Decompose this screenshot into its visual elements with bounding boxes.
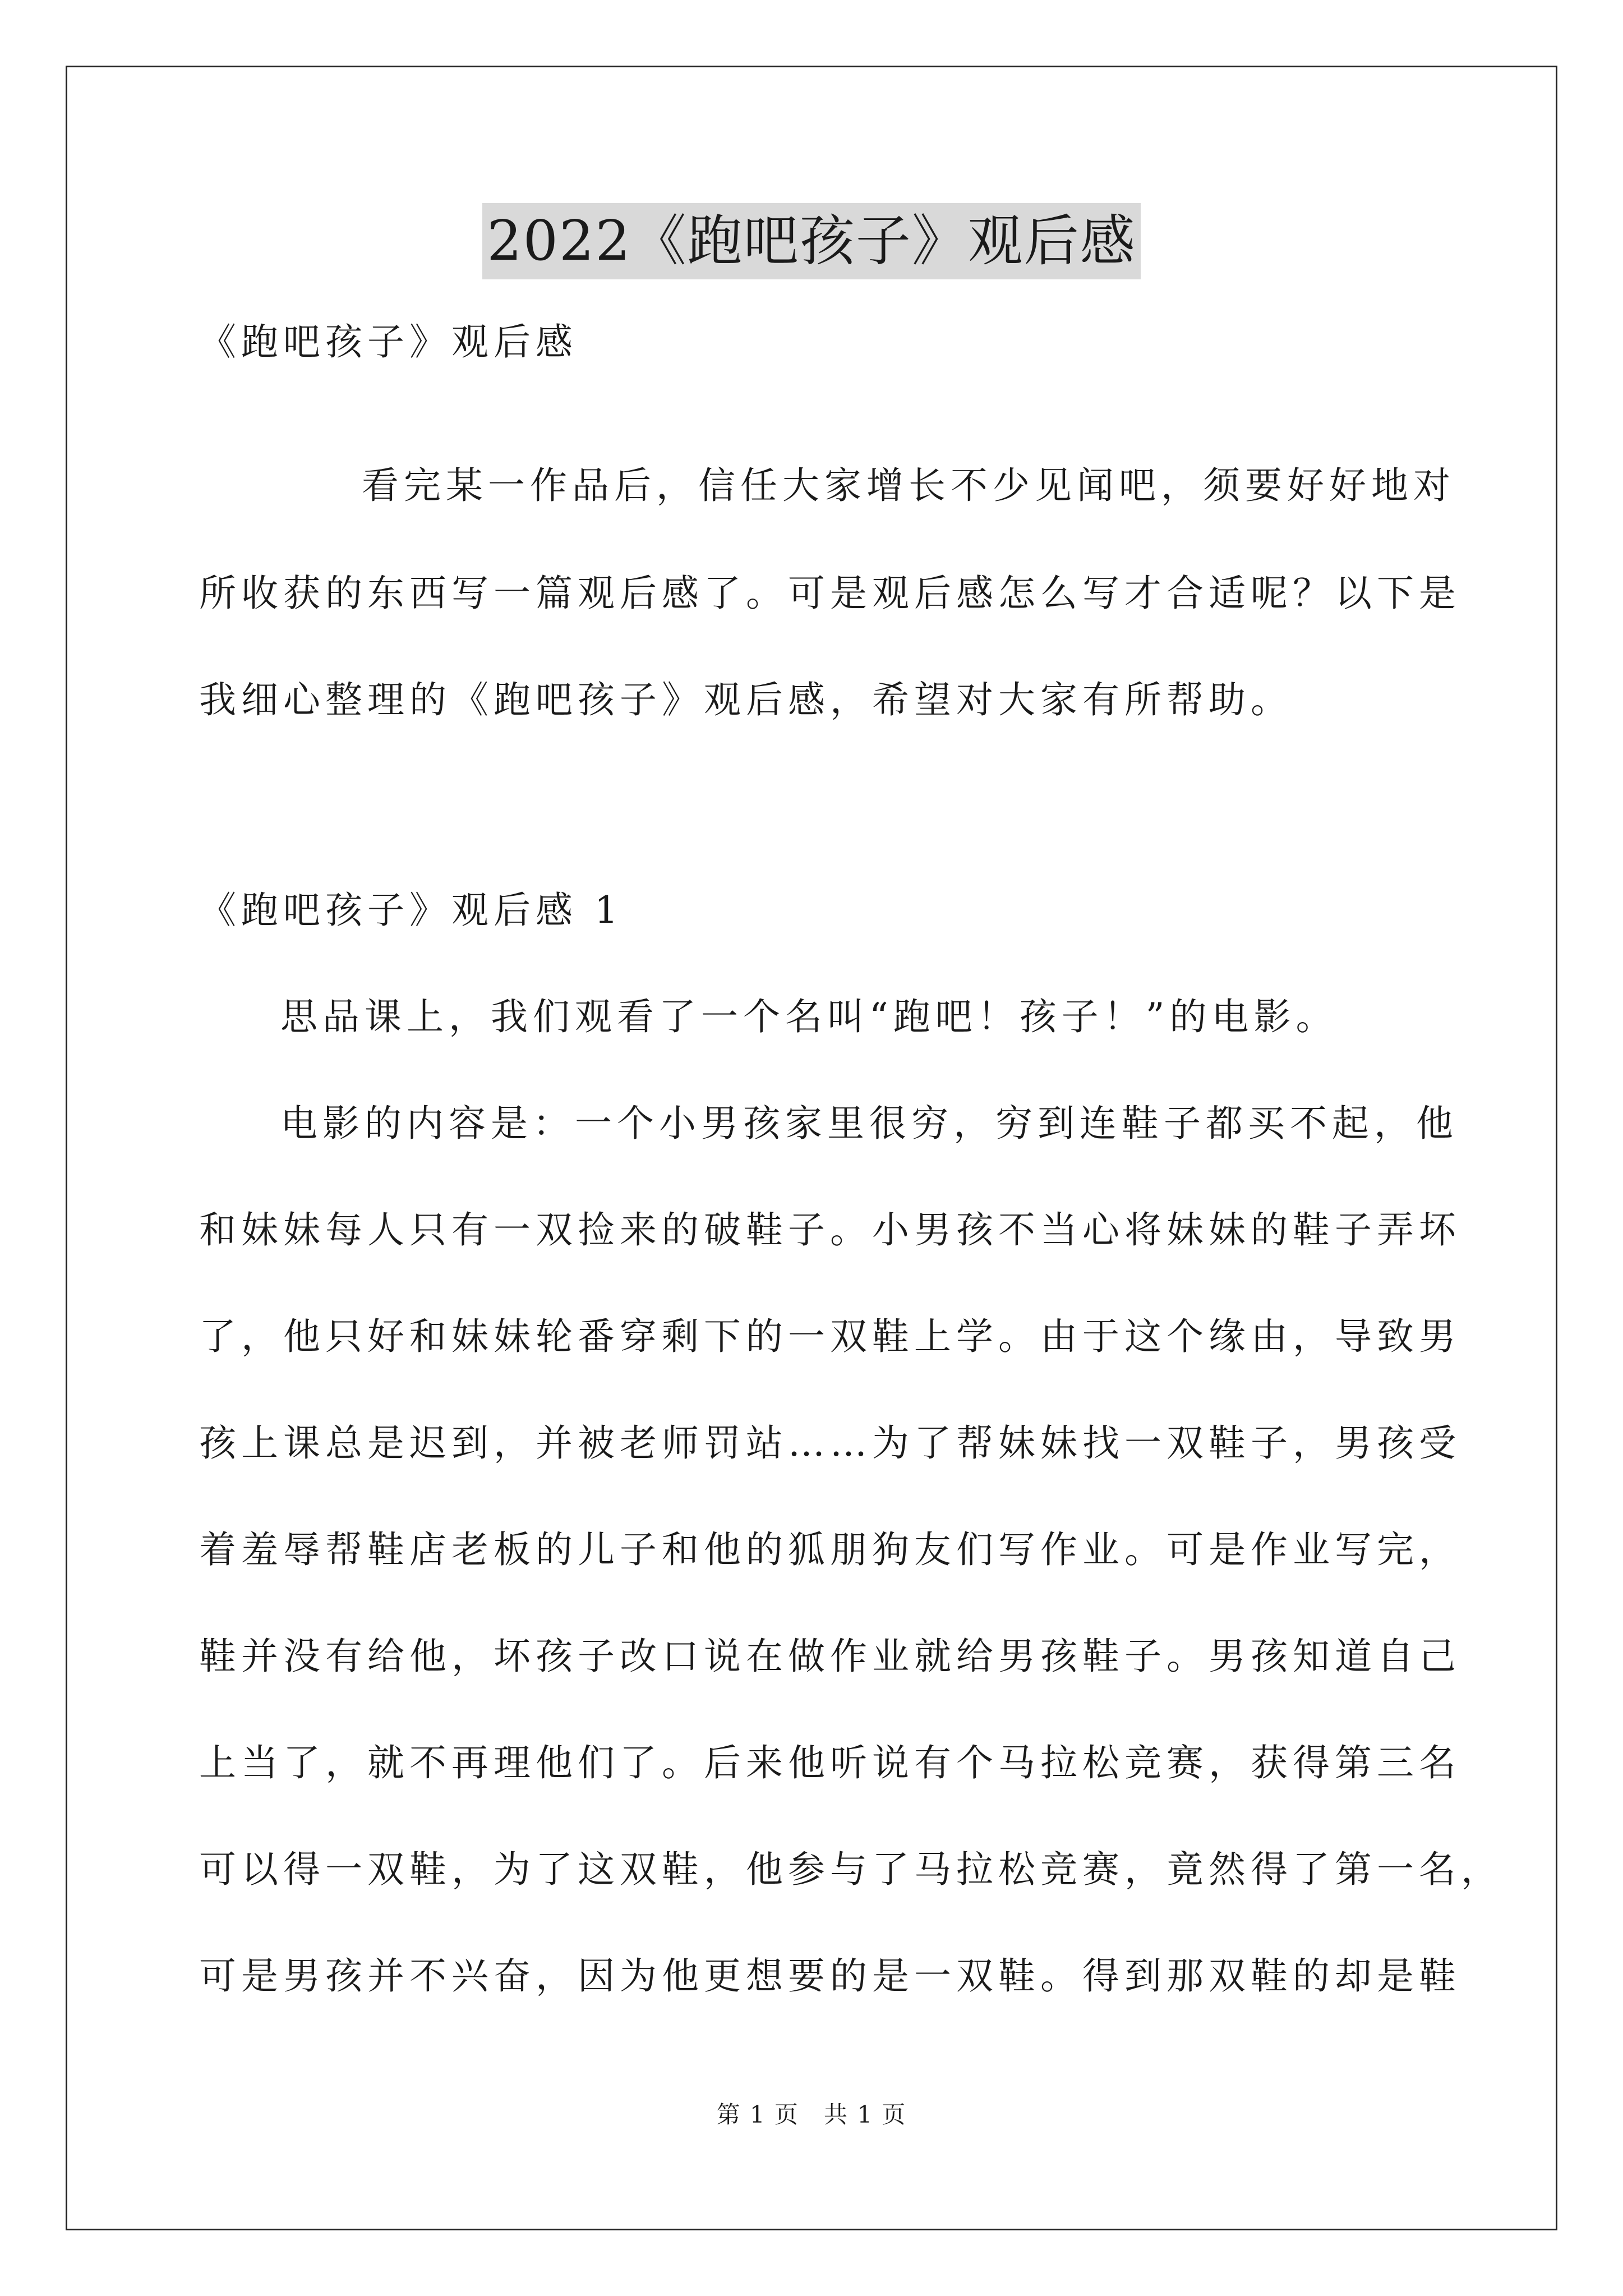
paragraph-line: 上当了，就不再理他们了。后来他听说有个马拉松竞赛，获得第三名 xyxy=(199,1741,1461,1784)
paragraph-line: 孩上课总是迟到，并被老师罚站……为了帮妹妹找一双鞋子，男孩受 xyxy=(199,1421,1461,1465)
subtitle: 《跑吧孩子》观后感 xyxy=(199,320,578,364)
intro-line: 我细心整理的《跑吧孩子》观后感，希望对大家有所帮助。 xyxy=(199,678,1293,721)
paragraph-line: 鞋并没有给他，坏孩子改口说在做作业就给男孩鞋子。男孩知道自己 xyxy=(199,1635,1461,1678)
intro-line: 看完某一作品后，信任大家增长不少见闻吧，须要好好地对 xyxy=(362,464,1455,507)
paragraph-line: 和妹妹每人只有一双捡来的破鞋子。小男孩不当心将妹妹的鞋子弄坏 xyxy=(199,1208,1461,1251)
paragraph-line: 思品课上，我们观看了一个名叫“跑吧！孩子！”的电影。 xyxy=(280,995,1338,1038)
document-title: 2022《跑吧孩子》观后感 xyxy=(482,203,1140,279)
paragraph-line: 可是男孩并不兴奋，因为他更想要的是一双鞋。得到那双鞋的却是鞋 xyxy=(199,1954,1461,1998)
paragraph-line: 着羞辱帮鞋店老板的儿子和他的狐朋狗友们写作业。可是作业写完， xyxy=(199,1528,1461,1571)
intro-line: 所收获的东西写一篇观后感了。可是观后感怎么写才合适呢？以下是 xyxy=(199,572,1461,615)
page-footer: 第 1 页 共 1 页 xyxy=(716,2101,907,2128)
title-container xyxy=(0,203,1623,279)
paragraph-line: 可以得一双鞋，为了这双鞋，他参与了马拉松竞赛，竟然得了第一名， xyxy=(199,1848,1503,1891)
paragraph-line: 电影的内容是：一个小男孩家里很穷，穷到连鞋子都买不起，他 xyxy=(280,1102,1458,1145)
paragraph-line: 了，他只好和妹妹轮番穿剩下的一双鞋上学。由于这个缘由，导致男 xyxy=(199,1315,1461,1358)
section-heading: 《跑吧孩子》观后感 1 xyxy=(199,889,623,932)
